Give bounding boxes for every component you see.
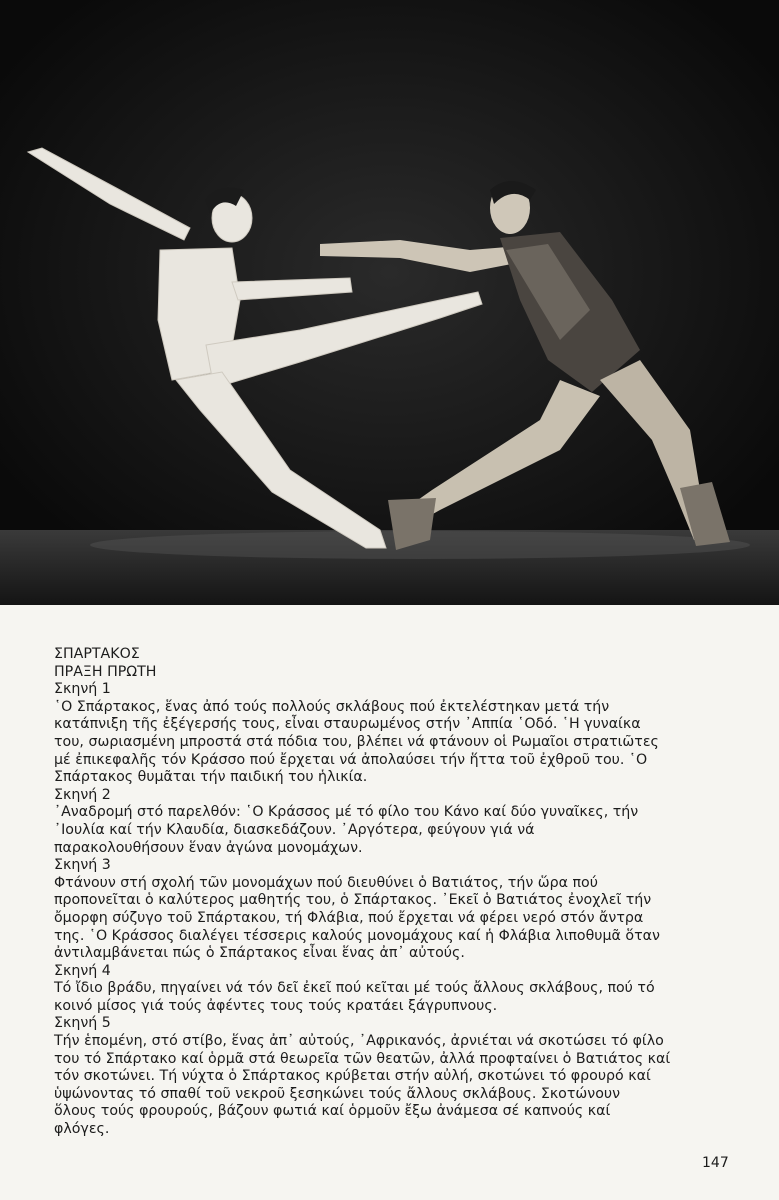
text-line: του, σωριασμένη μπροστά στά πόδια του, βλέπει νά φτάνουν οἱ Ρωμαῖοι στρατιῶτες (54, 733, 659, 750)
scene-text (54, 980, 724, 1015)
scene-title: Σκηνή 4 (54, 962, 111, 979)
text-line: ἀντιλαμβάνεται πώς ὁ Σπάρτακος εἶναι ἕνας ἀπ᾿ αὐτούς. (54, 945, 465, 962)
text-line: ὄμορφη σύζυγο τοῦ Σπάρτακου, τή Φλάβια, πού ἔρχεται νά φέρει νερό στόν ἄντρα (54, 909, 644, 926)
text-line: της. ῾Ο Κράσσος διαλέγει τέσσερις καλούς μονομάχους καί ἡ Φλάβια λιποθυμᾶ ὅταν (54, 927, 660, 944)
text-line: τόν σκοτώνει. Τή νύχτα ὁ Σπάρτακος κρύβεται στήν αὐλή, σκοτώνει τό φρουρό καί (54, 1068, 651, 1085)
scene-text (54, 804, 724, 857)
scene-text (54, 699, 724, 787)
scene-title: Σκηνή 5 (54, 1015, 111, 1032)
text-line: κοινό μίσος γιά τούς ἀφέντες τους τούς κρατάει ξάγρυπνους. (54, 997, 498, 1014)
ballet-title: ΣΠΑΡΤΑΚΟΣ (54, 646, 140, 662)
scene-title: Σκηνή 3 (54, 857, 111, 874)
synopsis-text (54, 646, 724, 1139)
text-line: Φτάνουν στή σχολή τῶν μονομάχων πού διευθύνει ὁ Βατιάτος, τήν ὥρα πού (54, 874, 598, 891)
text-line: ᾿Αναδρομή στό παρελθόν: ῾Ο Κράσσος μέ τό φίλο του Κάνο καί δύο γυναῖκες, τήν (54, 804, 639, 821)
text-line: ὑψώνοντας τό σπαθί τοῦ νεκροῦ ξεσηκώνει τούς ἄλλους σκλάβους. Σκοτώνουν (54, 1085, 621, 1102)
text-line: φλόγες. (54, 1121, 110, 1138)
text-line: κατάπνιξη τῆς ἐξέγερσής τους, εἶναι σταυρωμένος στήν ᾿Αππία ῾Οδό. ῾Η γυναίκα (54, 716, 641, 733)
text-line: ῾Ο Σπάρτακος, ἕνας ἀπό τούς πολλούς σκλάβους πού ἐκτελέστηκαν μετά τήν (54, 698, 610, 715)
scene-text (54, 1033, 724, 1139)
text-line: ᾿Ιουλία καί τήν Κλαυδία, διασκεδάζουν. ᾿Αργότερα, φεύγουν γιά νά (54, 821, 535, 838)
page-number: 147 (702, 1155, 729, 1171)
text-line: Τό ἴδιο βράδυ, πηγαίνει νά τόν δεῖ ἐκεῖ πού κεῖται μέ τούς ἄλλους σκλάβους, πού τό (54, 980, 655, 997)
text-line: μέ ἐπικεφαλῆς τόν Κράσσο πού ἔρχεται νά ἀπολαύσει τήν ἥττα τοῦ ἐχθροῦ του. ῾Ο (54, 751, 648, 768)
scene-title: Σκηνή 2 (54, 786, 111, 803)
act-title: ΠΡΑΞΗ ΠΡΩΤΗ (54, 663, 157, 680)
text-line: ὅλους τούς φρουρούς, βάζουν φωτιά καί ὁρμοῦν ἔξω ἀνάμεσα σέ καπνούς καί (54, 1103, 611, 1120)
text-line: του τό Σπάρτακο καί ὁρμᾶ στά θεωρεῖα τῶν θεατῶν, ἀλλά προφταίνει ὁ Βατιάτος καί (54, 1050, 671, 1067)
text-line: προπονεῖται ὁ καλύτερος μαθητής του, ὁ Σπάρτακος. ᾿Εκεῖ ὁ Βατιάτος ἐνοχλεῖ τήν (54, 892, 652, 909)
scene-text (54, 875, 724, 963)
text-line: Τήν ἑπομένη, στό στίβο, ἕνας ἀπ᾿ αὐτούς, ᾿Αφρικανός, ἀρνιέται νά σκοτώσει τό φίλο (54, 1033, 664, 1050)
scene-title: Σκηνή 1 (54, 681, 111, 698)
text-line: Σπάρτακος θυμᾶται τήν παιδική του ἡλικία. (54, 769, 368, 786)
text-line: παρακολουθήσουν ἕναν ἀγώνα μονομάχων. (54, 839, 363, 856)
